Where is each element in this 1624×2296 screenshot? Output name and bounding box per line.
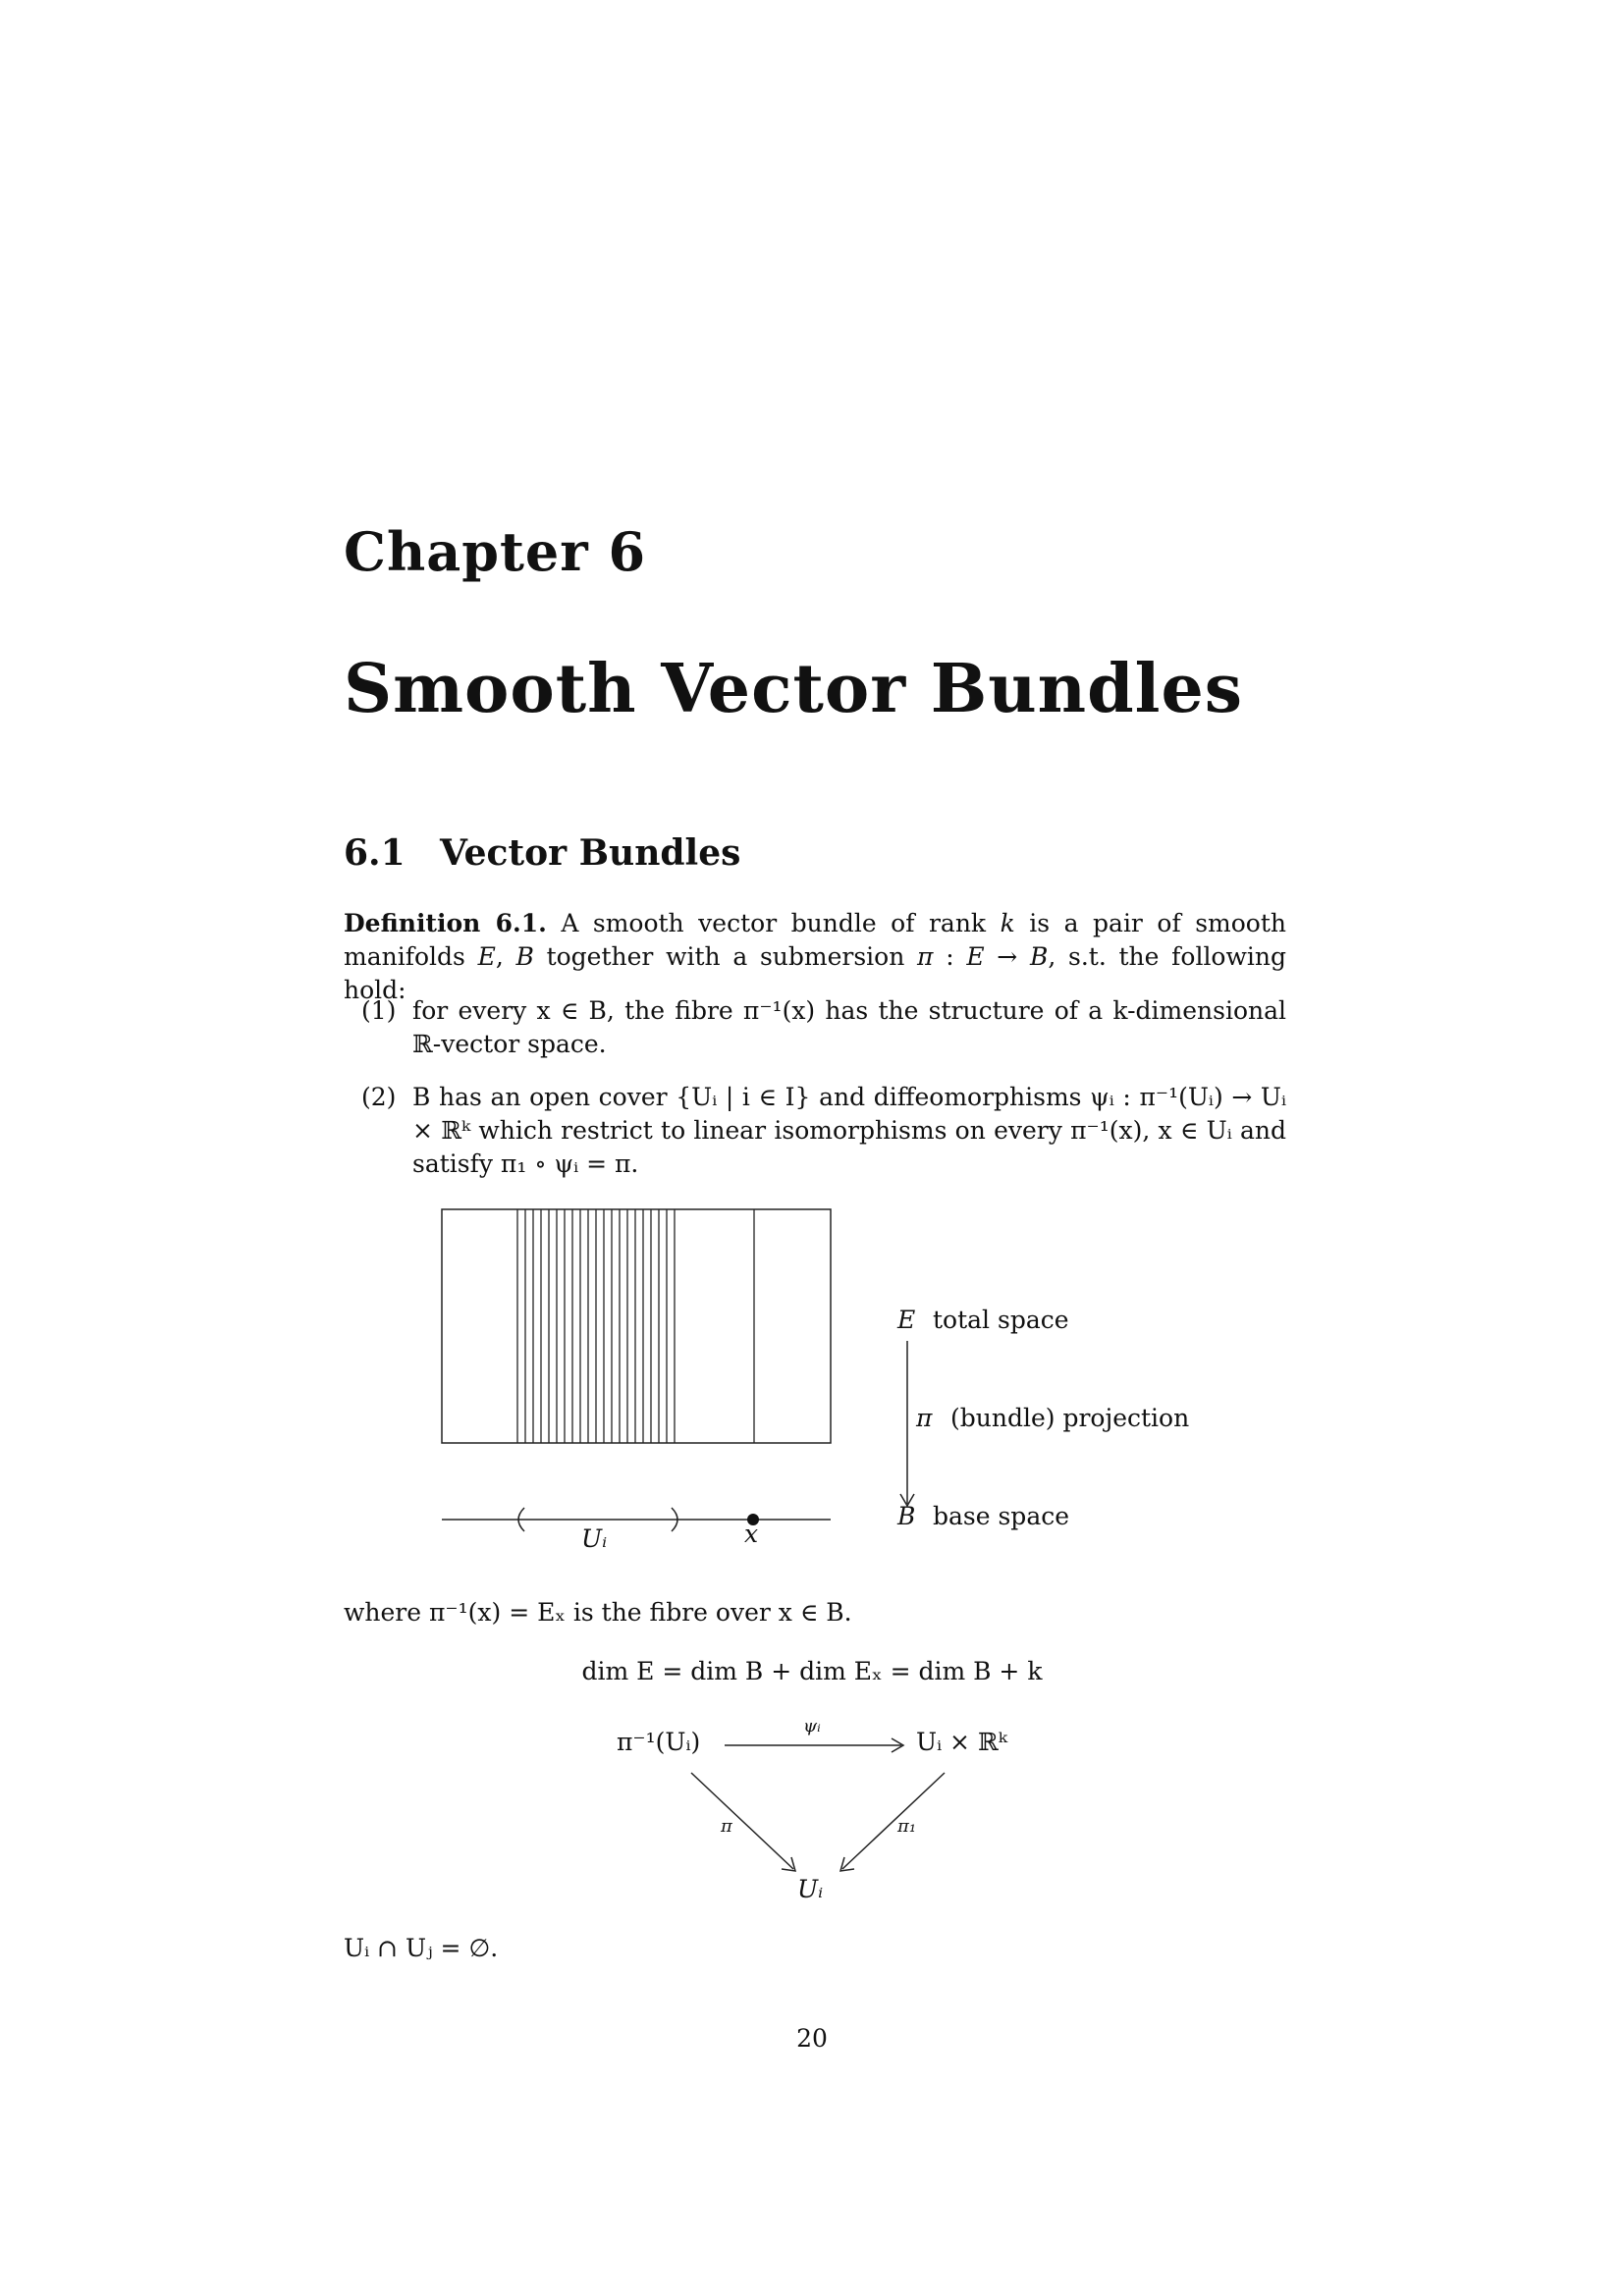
label-pi: π — [916, 1404, 933, 1432]
item-text: B has an open cover {Uᵢ | i ∈ I} and diffeomorphisms ψᵢ : π⁻¹(Uᵢ) → Uᵢ × ℝᵏ which restrict to linear isomorphisms on every π⁻¹(x), x ∈ Uᵢ and satisfy π₁ ∘ ψᵢ = π. — [412, 1083, 1286, 1178]
diagram-arrow-right-label: π₁ — [897, 1816, 917, 1837]
definition-text-a: A smooth vector bundle of rank — [561, 909, 987, 937]
section-title: Vector Bundles — [440, 832, 741, 874]
pi1-arrow — [842, 1773, 945, 1869]
closing-statement: Uᵢ ∩ Uⱼ = ∅. — [344, 1934, 499, 1962]
label-x: x — [744, 1520, 759, 1548]
definition-text-d: , s.t. the following hold: — [344, 942, 1286, 1004]
page-number: 20 — [796, 2024, 828, 2053]
diagram-arrow-top-label: ψᵢ — [803, 1716, 821, 1736]
diagram-top-left: π⁻¹(Uᵢ) — [617, 1728, 701, 1756]
dimension-equation: dim E = dim B + dim Eₓ = dim B + k — [581, 1657, 1043, 1685]
pi-arrow — [691, 1773, 793, 1869]
definition-text-c: together with a submersion — [546, 942, 905, 971]
item-label: (1) — [361, 996, 397, 1025]
diagram-top-right: Uᵢ × ℝᵏ — [916, 1728, 1007, 1756]
label-base-space: base space — [933, 1502, 1070, 1530]
section-number: 6.1 — [344, 832, 406, 874]
chapter-title: Smooth Vector Bundles — [344, 650, 1244, 728]
definition-paragraph: Definition 6.1. A smooth vector bundle of rank k is a pair of smooth manifolds E, B together with a submersion π : E → B, s.t. the following hold: — [344, 909, 1286, 1004]
fibre-lines — [517, 1209, 754, 1443]
item-label: (2) — [361, 1083, 397, 1111]
label-B: B — [897, 1502, 916, 1530]
definition-text-b: is a pair of smooth manifolds — [344, 909, 1286, 971]
diagram-arrow-left-label: π — [721, 1816, 732, 1837]
chapter-label: Chapter 6 — [344, 520, 647, 583]
diagram-bottom: Uᵢ — [797, 1875, 824, 1903]
label-projection: (bundle) projection — [950, 1404, 1190, 1432]
item-text: for every x ∈ B, the fibre π⁻¹(x) has the structure of a k-dimensional ℝ-vector space. — [412, 996, 1286, 1058]
label-Ui: Uᵢ — [581, 1524, 608, 1553]
label-E: E — [897, 1306, 916, 1334]
label-total-space: total space — [933, 1306, 1069, 1334]
fibre-sentence: where π⁻¹(x) = Eₓ is the fibre over x ∈ B. — [344, 1598, 852, 1627]
definition-label: Definition 6.1. — [344, 909, 547, 937]
total-space-rect — [442, 1209, 831, 1443]
